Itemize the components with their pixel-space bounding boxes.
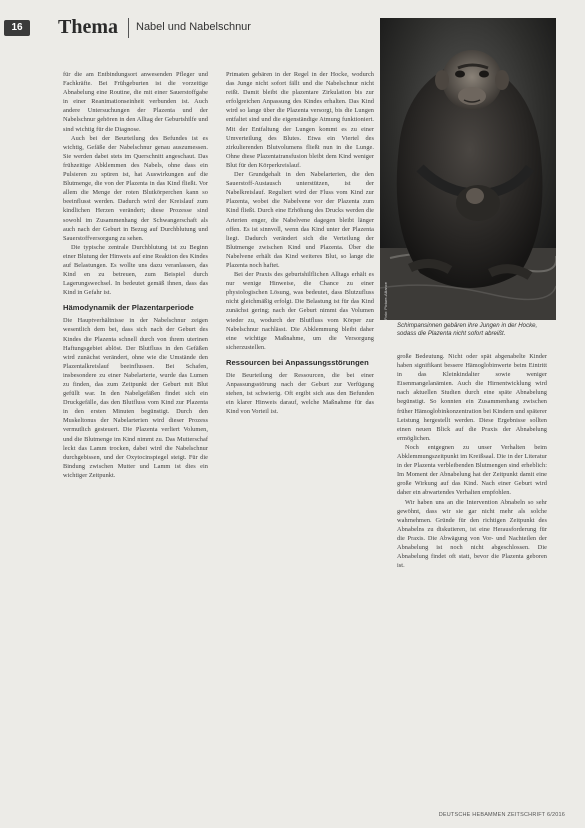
paragraph: große Bedeutung. Nicht oder spät abgenabelte Kinder haben signifikant bessere Hämoglobinwerte beim Eintritt in das Kleinkindalter sowie weniger Eisenmangelanämien. Auch die Hirnentwicklung wird nach aktuellen Studien durch eine späte Abnabelung begünstigt. So konnten ein Zusammenhang zwischen früher Hämoglobinkonzentration bei Kindern und späterer Leistung hergestellt werden. Diese Ergebnisse sollten einen neuen Blick auf die Praxis der Abnabelung ermöglichen. <box>397 353 547 442</box>
text-column-2 <box>226 70 374 810</box>
section-title: Thema <box>58 16 118 38</box>
paragraph: Auch bei der Beurteilung des Befundes ist es wichtig, Gefäße der Nabelschnur genau auszumessen. Sie werden dabei stets im Querschnitt angeschaut. Das frühzeitige Abklemmen des Nabels, ohne dass ein Pulsieren zu spüren ist, hat Auswirkungen auf die Blutmenge, die von der Plazenta in das Kind fließt. Vor allem die Menge der roten Blutkörperchen kann so beeinflusst werden. Dadurch wird der Kreislauf zum kindlichen Herzen verändert; diese Prozesse sind sowohl im Zusammenhang der Schwangerschaft als auch nach der Geburt in Bezug auf Durchblutung und Sauerstoffversorgung zu sehen. <box>63 134 208 242</box>
paragraph: Noch entgegnen zu unser Verhalten beim Abklemmungszeitpunkt im Kreißsaal. Die in der Literatur in der Plazenta verbleibenden Blutmengen sind erheblich: Im Moment der Abnabelung hat der Zeitpunkt damit eine große Wirkung auf das Kind. Nach einer Geburt wird daher ein abwartendes Verhalten empfohlen. <box>397 443 547 497</box>
subheading: Ressourcen bei Anpassungsstörungen <box>226 357 369 367</box>
photo-illustration <box>380 18 556 320</box>
page-header <box>0 18 400 40</box>
paragraph: Die Hauptverhältnisse in der Nabelschnur zeigen wesentlich dem bei, dass sich nach der Geburt des Kindes die Plazenta schnell durch von ihrem uterinen Haftungsgebiet ablöst. Der Blutfluss in den Gefäßen wird zunächst verändert, ohne wie die Umstände den Plazentalkreislauf beeinflussen. Bei Schafen, insbesondere zu einer Nabelarterie, wurde das Lumen zu finden, das zum Zeitpunkt der Geburt mit Blut gefüllt war. In den Nabelgefäßen findet sich ein Druckgefälle, das den Blutfluss vom Kind zur Plazenta in den ersten Minuten begünstigt. Durch den Muskeltonus der Nabelarterien wird dieser Prozess vermutlich gesteuert. Die Plazenta verliert Volumen, und die Blutmenge im Kind nimmt zu. Das Mutterschaf leckt das Lamm trocken, dabei wird die Nabelschnur durchgebissen, und der Oxytocinspiegel steigt. Für die Bindung zwischen Mutter und Lamm ist dies ein wichtiger Zeitpunkt. <box>63 317 208 479</box>
paragraph: Primaten gebären in der Regel in der Hocke, wodurch das Junge nicht sofort fällt und die Nabelschnur nicht reißt. Damit bleibt die plazentare Zirkulation bis zur erfolgreichen Anpassung des Kindes erhalten. Das Kind wird so lange über die Plazenta versorgt, bis die Lungen entfaltet sind und die eigenständige Atmung funktioniert. Mit der Entfaltung der Lungen kommt es zu einer Umverteilung des Blutes. Etwa ein Viertel des zirkulierenden Blutvolumens fließt nun in die Lunge. Ohne diese Plazentatransfusion bleibt dem Kind weniger Blut für den Körperkreislauf. <box>226 71 374 169</box>
paragraph: Bei der Praxis des geburtshilflichen Alltags erhält es nur wenige Hinweise, die Chance zu einer physiologischen Lösung, was bedeutet, dass Blutzufluss nicht gleichmäßig erfolgt. Die Belastung ist für das Kind zunächst gering; nach der Geburt nimmt das Volumen wieder zu, wodurch der Blutfluss vom Körper zur Nabelschnur nachlässt. Die Abklemmung bleibt daher eine wichtige Maßnahme, um die Versorgung sicherzustellen. <box>226 271 374 351</box>
paragraph: Wir haben uns an die Intervention Abnabeln so sehr gewöhnt, dass wir sie gar nicht mehr als solche wahrnehmen. Gründe für den richtigen Zeitpunkt des Abnabelns zu diskutieren, ist eine Herausforderung für die Praxis. Die Abwägung von Vor- und Nachteilen der Abnabelung ist noch nicht abgeschlossen. Die Abnabelung findet oft statt, bevor die Plazenta geboren ist. <box>397 498 547 570</box>
section-subtitle: Nabel und Nabelschnur <box>136 21 251 33</box>
chimpanzee-photo <box>380 18 556 320</box>
paragraph: Die Beurteilung der Ressourcen, die bei einer Anpassungsstörung nach der Geburt zur Verfügung stehen, ist schwierig. Oft ergibt sich aus den Befunden ein klarer Hinweis darauf, welche Maßnahme für das Kind von Vorteil ist. <box>226 371 374 416</box>
photo-caption: Schimpansinnen gebären ihre Jungen in der Hocke, sodass die Plazenta nicht sofort abreißt. <box>397 322 538 337</box>
text-column-1 <box>63 70 208 810</box>
paragraph: für die am Entbindungsort anwesenden Pfleger und Fachkräfte. Bei Frühgeburten ist die vorzeitige Abnabelung eine Routine, die mit einer Sauerstoffgabe in einer Reanimationseinheit verbunden ist. Auch andere Untersuchungen der Plazenta und der Nabelschnur gehören in den Alltag der Geburtshilfe und sind wichtig für die Diagnose. <box>63 71 208 133</box>
page-footer: DEUTSCHE HEBAMMEN ZEITSCHRIFT 6/2016 <box>438 812 565 818</box>
paragraph: Der Grundgehalt in den Nabelarterien, die den Sauerstoff-Austausch unterstützen, ist der Nabelkreislauf. Reguliert wird der Fluss vom Kind zur Plazenta, wobei die Nabelvene vor der Plazenta zum Kind fließt. Durch eine Erhöhung des Drucks werden die Arterien enger, die Nabelvene dagegen bleibt länger offen. Es ist sinnvoll, wenn das Kind unter der Plazenta liegt. Dadurch verändert sich die Verteilung der Blutmenge zwischen Kind und Plazenta. Über die Nabelvene erhält das Kind weiteres Blut, so lange die Plazenta noch haftet. <box>226 171 374 269</box>
photo-credit: Foto: Picture-Alliance <box>383 282 388 321</box>
header-divider <box>128 18 129 38</box>
subheading: Hämodynamik der Plazentarperiode <box>63 303 194 313</box>
page-number: 16 <box>4 20 30 36</box>
text-column-3 <box>397 352 547 802</box>
paragraph: Die typische zentrale Durchblutung ist zu Beginn einer Blutung der Hinweis auf eine Reaktion des Kindes auf Belastungen. Es wollte uns dazu veranlassen, das Kind en zu betreuen, zum Beispiel durch Lagerungswechsel. In bedeutet gemäß ihnen, dass das Kind in Gefahr ist. <box>63 243 208 297</box>
